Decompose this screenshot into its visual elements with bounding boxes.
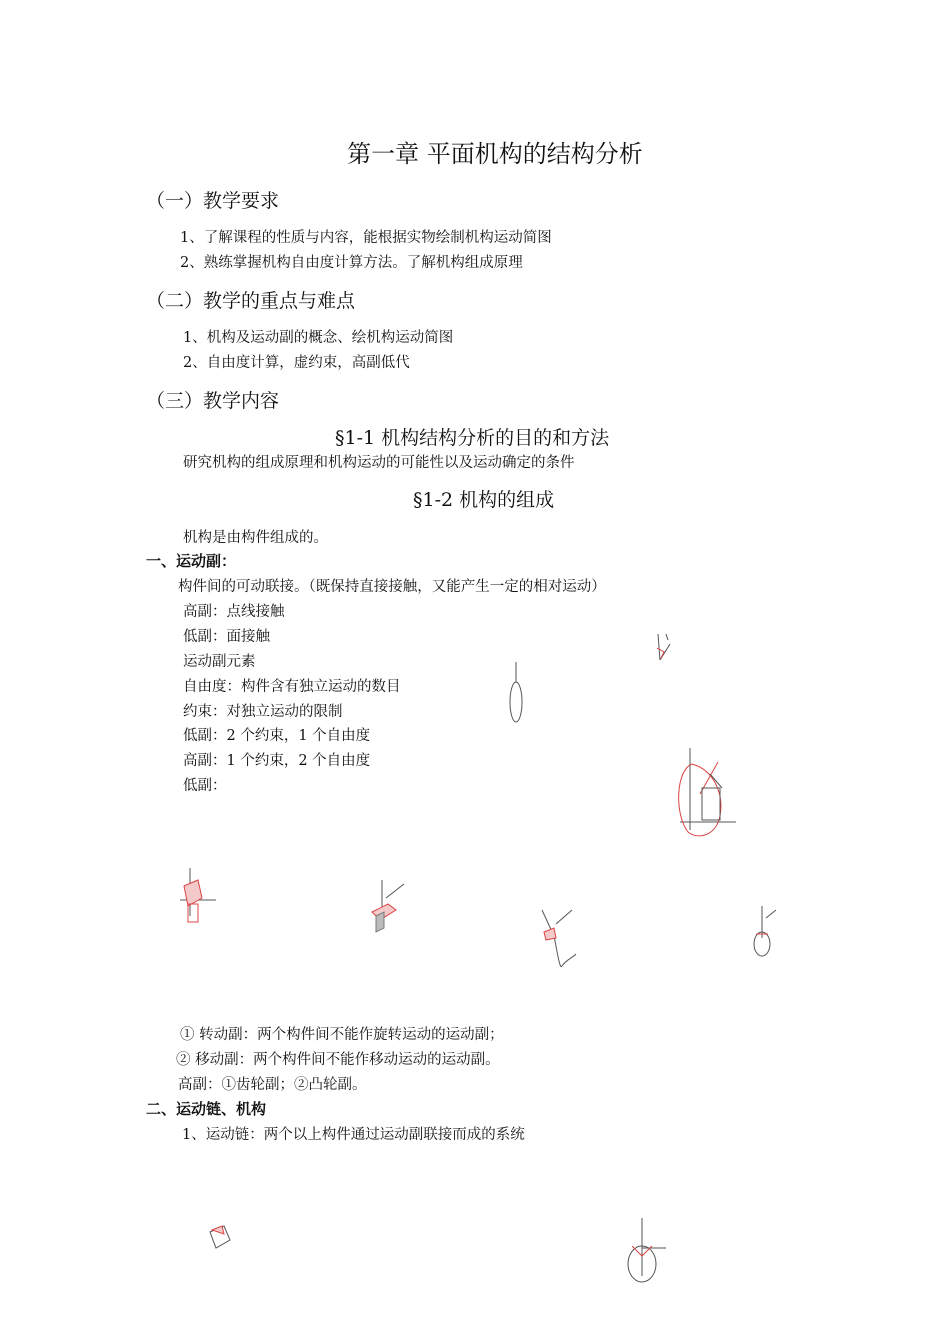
requirements-item-1: 1、了解课程的性质与内容，能根据实物绘制机构运动简图 bbox=[180, 230, 552, 246]
ellipse-figure bbox=[506, 660, 526, 726]
part1-line-7: 低副：2 个约束，1 个自由度 bbox=[183, 728, 371, 744]
higher-pair-text: 高副：①齿轮副；②凸轮副。 bbox=[178, 1077, 367, 1093]
mechanism-figure bbox=[616, 1216, 670, 1288]
key-points-heading: （二）教学的重点与难点 bbox=[146, 290, 356, 312]
chapter-title: 第一章 平面机构的结构分析 bbox=[347, 140, 643, 168]
small-sketch-figure bbox=[652, 630, 676, 670]
revolute-joint-figure bbox=[176, 866, 220, 926]
part1-line-1: 构件间的可动联接。（既保持直接接触，又能产生一定的相对运动） bbox=[178, 579, 606, 595]
section-1-2-title: §1-2 机构的组成 bbox=[413, 489, 555, 511]
chain-link-figure bbox=[204, 1222, 234, 1252]
part2-heading: 二、运动链、机构 bbox=[146, 1100, 267, 1118]
part1-heading: 一、运动副： bbox=[146, 552, 237, 570]
section-1-1-text: 研究机构的组成原理和机构运动的可能性以及运动确定的条件 bbox=[183, 455, 575, 471]
prismatic-joint-text: ② 移动副：两个构件间不能作移动运动的运动副。 bbox=[176, 1052, 500, 1068]
part1-line-8: 高副：1 个约束，2 个自由度 bbox=[183, 753, 371, 769]
section-1-2-intro: 机构是由构件组成的。 bbox=[183, 530, 328, 546]
section-1-1-title: §1-1 机构结构分析的目的和方法 bbox=[335, 427, 610, 449]
key-points-item-1: 1、机构及运动副的概念、绘机构运动简图 bbox=[183, 330, 454, 346]
ring-joint-figure bbox=[748, 904, 782, 960]
curve-joint-figure bbox=[534, 906, 584, 972]
part1-line-3: 低副：面接触 bbox=[183, 629, 270, 645]
part2-line-1: 1、运动链：两个以上构件通过运动副联接而成的系统 bbox=[182, 1127, 525, 1143]
requirements-heading: （一）教学要求 bbox=[146, 190, 280, 212]
requirements-item-2: 2、熟练掌握机构自由度计算方法。了解机构组成原理 bbox=[180, 255, 523, 271]
part1-line-2: 高副：点线接触 bbox=[183, 604, 285, 620]
part1-line-9: 低副： bbox=[183, 778, 227, 794]
cam-figure bbox=[670, 744, 740, 844]
part1-line-6: 约束：对独立运动的限制 bbox=[183, 704, 343, 720]
revolute-joint-text: ① 转动副：两个构件间不能作旋转运动的运动副； bbox=[180, 1027, 504, 1043]
part1-line-5: 自由度：构件含有独立运动的数目 bbox=[183, 679, 401, 695]
part1-line-4: 运动副元素 bbox=[183, 654, 256, 670]
content-heading: （三）教学内容 bbox=[146, 390, 280, 412]
key-points-item-2: 2、自由度计算，虚约束，高副低代 bbox=[183, 355, 410, 371]
prismatic-joint-figure bbox=[366, 876, 410, 936]
